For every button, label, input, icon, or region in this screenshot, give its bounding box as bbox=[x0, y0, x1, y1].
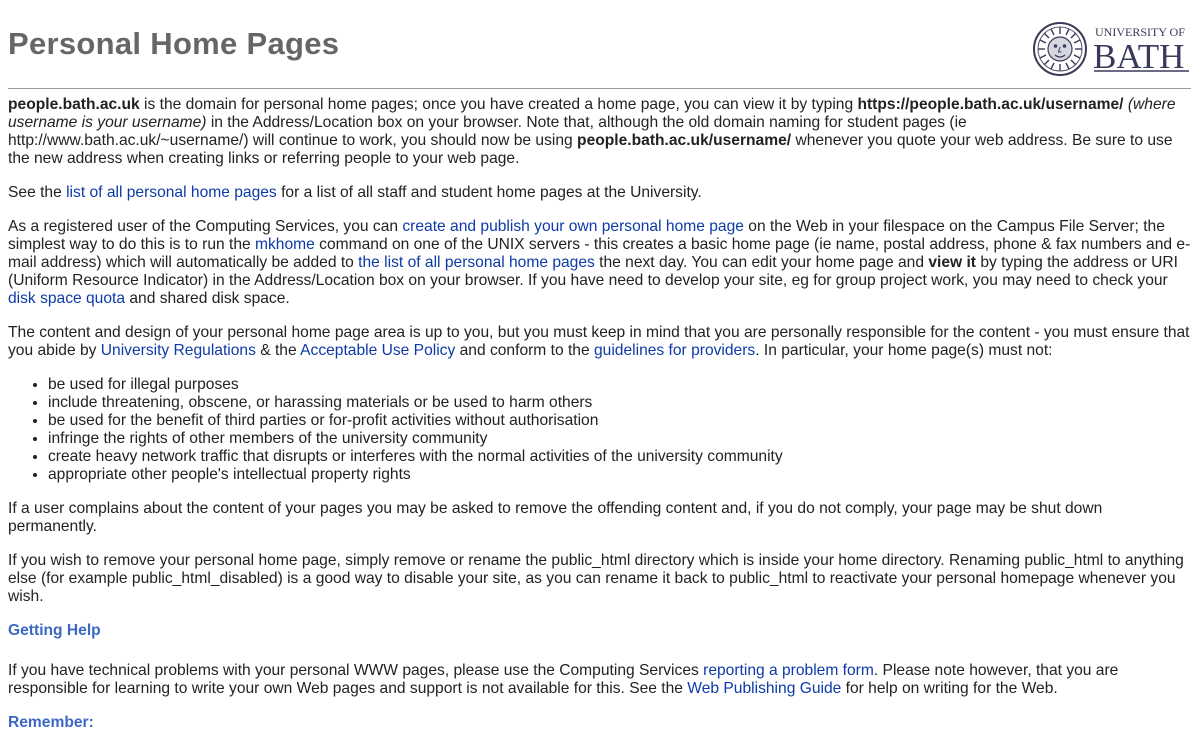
web-publishing-guide-link[interactable]: Web Publishing Guide bbox=[687, 680, 842, 697]
getting-help-heading: Getting Help bbox=[8, 622, 101, 639]
mkhome-link[interactable]: mkhome bbox=[255, 236, 315, 253]
responsibility-paragraph: The content and design of your personal home page area is up to you, but you must keep in mind that you are personally responsible for the content - you must ensure that you abide by University Regulations & the Acceptable Use Policy and conform to the guidelines for providers. In particular, your home page(s) must not: bbox=[8, 324, 1190, 359]
complaints-paragraph: If a user complains about the content of your pages you may be asked to remove the offending content and, if you do not comply, your page may be shut down permanently. bbox=[8, 500, 1103, 535]
domain-text: people.bath.ac.uk bbox=[8, 96, 140, 113]
main-content bbox=[8, 96, 1192, 754]
logo-line1: UNIVERSITY OF bbox=[1095, 25, 1185, 39]
remove-page-paragraph: If you wish to remove your personal home page, simply remove or rename the public_html directory which is inside your home directory. Renaming public_html to anything else (for example public_html_disabled) is a good way to disable your site, as you can rename it back to public_html to reactivate your personal homepage whenever you wish. bbox=[8, 552, 1184, 605]
acceptable-use-policy-link[interactable]: Acceptable Use Policy bbox=[300, 342, 456, 359]
guidelines-for-providers-link[interactable]: guidelines for providers bbox=[593, 342, 756, 359]
list-item: • include threatening, obscene, or harassing materials or be used to harm others bbox=[48, 394, 1192, 412]
list-item: • infringe the rights of other members of the university community bbox=[48, 430, 1192, 448]
logo-line2: BATH bbox=[1093, 37, 1185, 76]
report-problem-link[interactable]: reporting a problem form bbox=[703, 662, 874, 679]
remember-heading: Remember: bbox=[8, 714, 94, 731]
list-item: • be used for illegal purposes bbox=[48, 376, 1192, 394]
help-paragraph: If you have technical problems with your personal WWW pages, please use the Computing Services reporting a problem form. Please note however, that you are responsible for learning to write your own Web pages and support is not available for this. See the Web Publishing Guide for help on writing for the Web. bbox=[8, 662, 1119, 697]
list-item: • appropriate other people's intellectual property rights bbox=[48, 466, 1192, 484]
list-item: • create heavy network traffic that disrupts or interferes with the normal activities of the university community bbox=[48, 448, 1192, 466]
disk-quota-link[interactable]: disk space quota bbox=[8, 290, 126, 307]
home-pages-list-link[interactable]: the list of all personal home pages bbox=[358, 254, 595, 271]
view-it-text: view it bbox=[928, 254, 976, 271]
university-regulations-link[interactable]: University Regulations bbox=[100, 342, 256, 359]
intro-paragraph: people.bath.ac.uk is the domain for personal home pages; once you have created a home page, you can view it by typing https://people.bath.ac.uk/username/ (where username is your username) in the Address/Location box on your browser. Note that, although the old domain naming for student pages (ie http://www.bath.ac.uk/~username/) will continue to work, you should now be using people.bath.ac.uk/username/ whenever you quote your web address. Be sure to use the new address when creating links or referring people to your web page. bbox=[8, 96, 1176, 167]
home-url-text-2: people.bath.ac.uk/username/ bbox=[577, 132, 792, 149]
home-url-text: https://people.bath.ac.uk/username/ bbox=[857, 96, 1124, 113]
university-of-bath-logo[interactable] bbox=[1033, 21, 1191, 77]
sun-head-emblem-icon bbox=[1034, 23, 1086, 75]
header-divider bbox=[8, 88, 1191, 89]
page-title: Personal Home Pages bbox=[8, 26, 340, 61]
username-note: (where username is your username) bbox=[8, 96, 1176, 131]
directory-paragraph: See the list of all personal home pages for a list of all staff and student home pages at the University. bbox=[8, 184, 702, 201]
rules-list bbox=[8, 376, 1192, 484]
list-item: • be used for the benefit of third parties or for-profit activities without authorisation bbox=[48, 412, 1192, 430]
create-home-page-link[interactable]: create and publish your own personal home page bbox=[402, 218, 744, 235]
page-header bbox=[0, 0, 1200, 90]
all-home-pages-link[interactable]: list of all personal home pages bbox=[66, 184, 277, 201]
create-page-paragraph: As a registered user of the Computing Services, you can create and publish your own personal home page on the Web in your filespace on the Campus File Server; the simplest way to do this is to run the mkhome command on one of the UNIX servers - this creates a basic home page (ie name, postal address, phone & fax numbers and e-mail address) which will automatically be added to the list of all personal home pages the next day. You can edit your home page and view it by typing the address or URI (Uniform Resource Indicator) in the Address/Location box on your browser. If you have need to develop your site, eg for group project work, you may need to check your disk space quota and shared disk space. bbox=[8, 218, 1191, 307]
